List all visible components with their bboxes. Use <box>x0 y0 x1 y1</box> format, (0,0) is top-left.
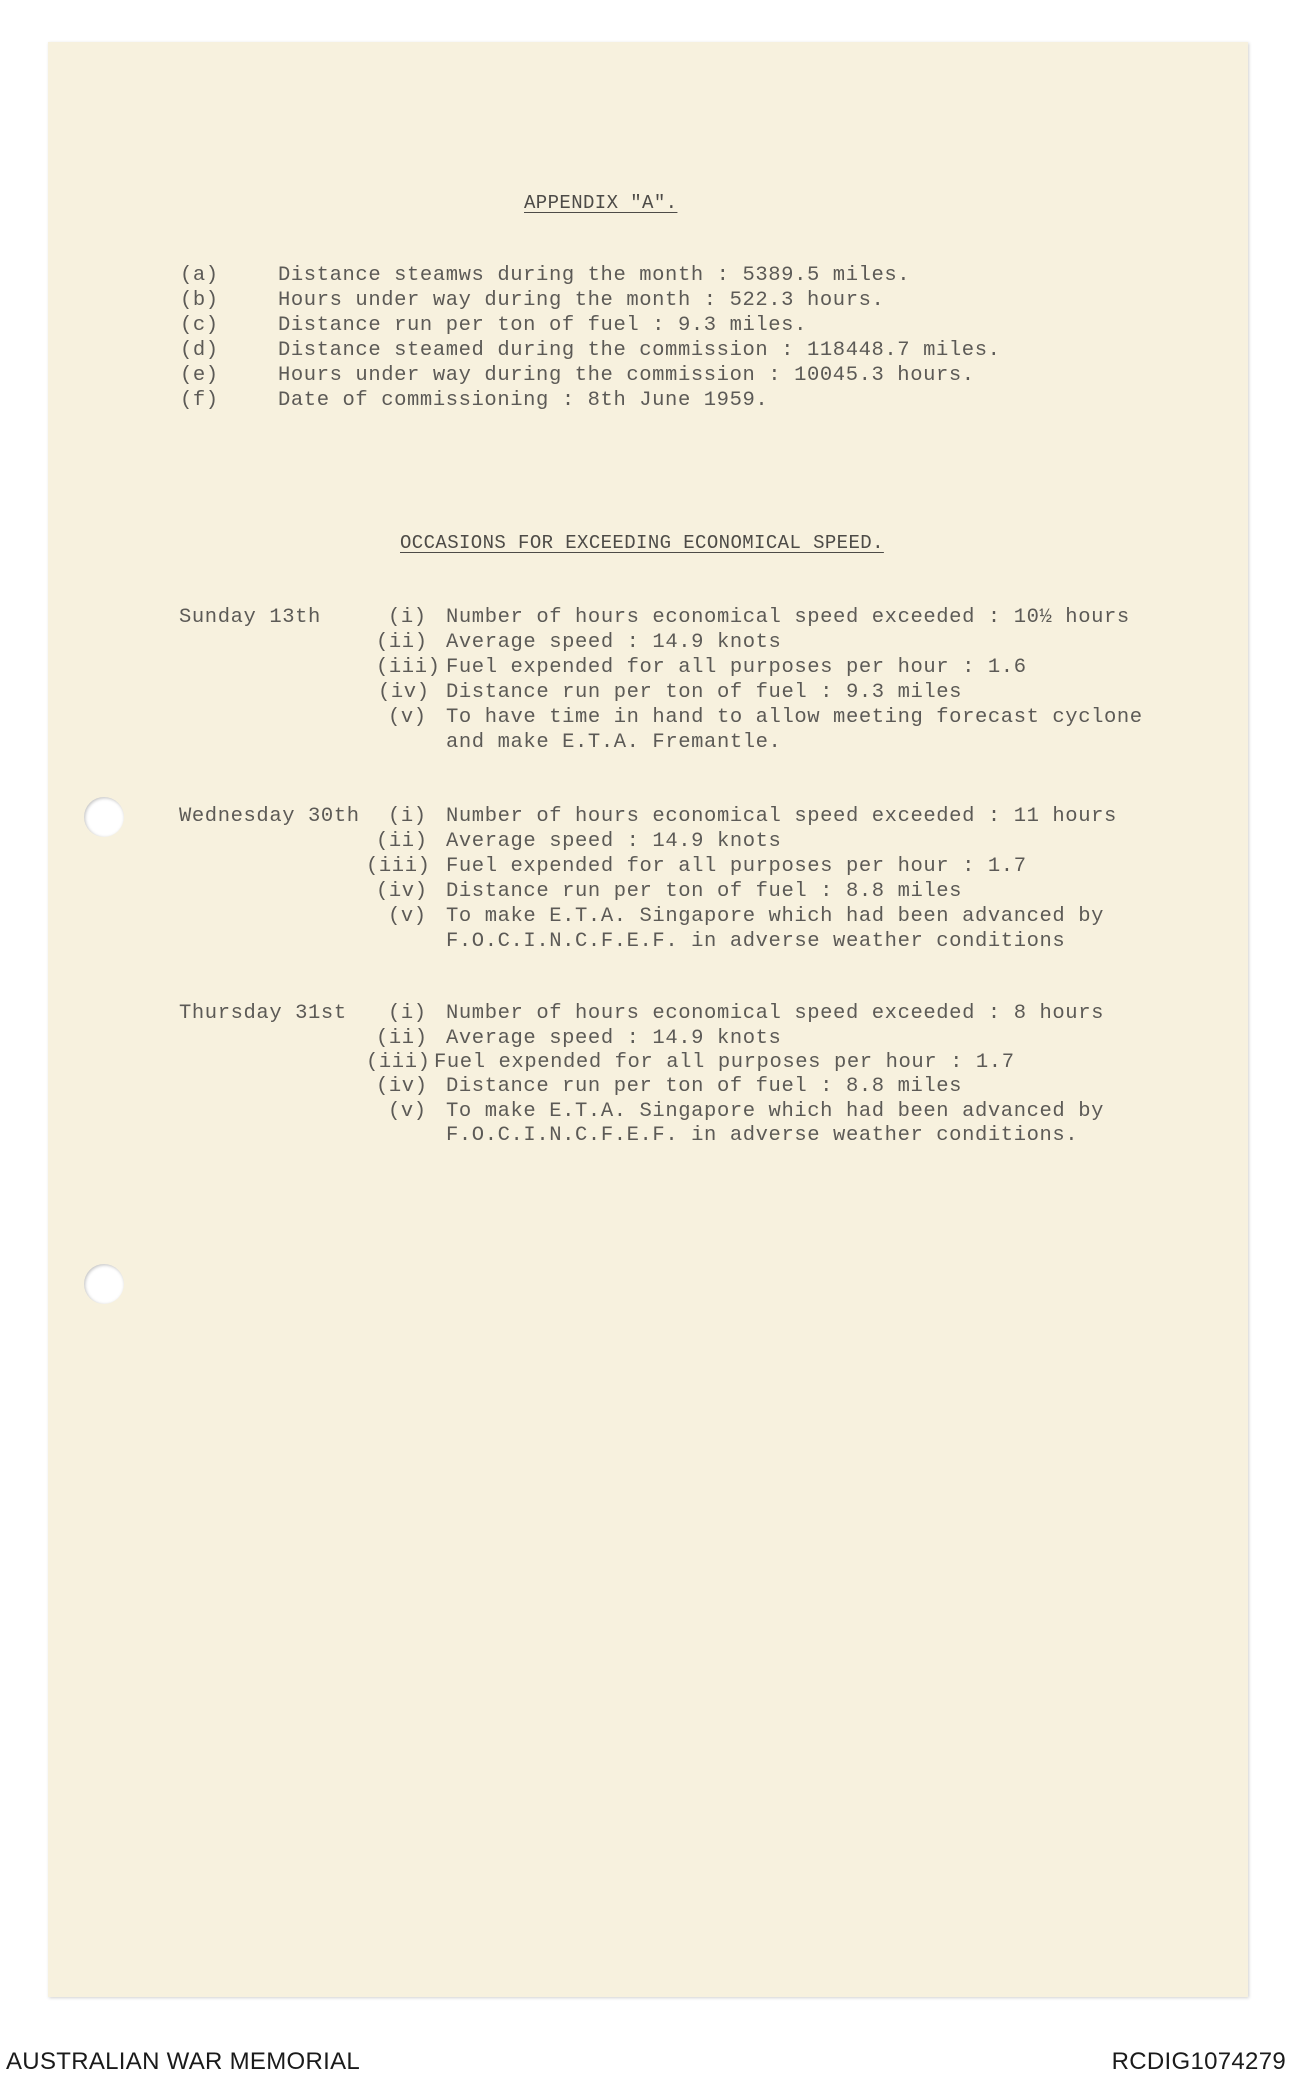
occasion-item-text: F.O.C.I.N.C.F.E.F. in adverse weather conditions. <box>446 1124 1079 1147</box>
section-heading: OCCASIONS FOR EXCEEDING ECONOMICAL SPEED. <box>400 532 884 554</box>
occasion-item-text: Distance run per ton of fuel : 8.8 miles <box>446 880 963 903</box>
summary-label: (f) <box>180 389 219 412</box>
summary-label: (c) <box>180 314 219 337</box>
occasion-item-label: (i) <box>388 1002 427 1025</box>
occasion-item-text: Distance run per ton of fuel : 8.8 miles <box>446 1075 963 1098</box>
summary-text: Date of commissioning : 8th June 1959. <box>278 389 769 412</box>
occasion-item-text: Average speed : 14.9 knots <box>446 830 782 853</box>
occasion-item-text: F.O.C.I.N.C.F.E.F. in adverse weather conditions <box>446 930 1066 953</box>
occasion-day: Thursday 31st <box>179 1002 347 1025</box>
occasion-item-text: Number of hours economical speed exceeded : 10½ hours <box>446 606 1130 629</box>
occasion-item-label: (ii) <box>376 631 428 654</box>
occasion-item-text: Fuel expended for all purposes per hour : 1.7 <box>446 855 1027 878</box>
occasion-item-text: and make E.T.A. Fremantle. <box>446 731 782 754</box>
punch-hole-bottom <box>84 1264 124 1304</box>
occasion-day: Sunday 13th <box>179 606 321 629</box>
footer-item-id: RCDIG1074279 <box>1111 2048 1286 2075</box>
summary-text: Distance run per ton of fuel : 9.3 miles. <box>278 314 807 337</box>
occasion-item-text: Number of hours economical speed exceeded : 8 hours <box>446 1002 1105 1025</box>
occasion-item-text: Distance run per ton of fuel : 9.3 miles <box>446 681 963 704</box>
punch-hole-top <box>84 797 124 837</box>
occasion-item-label: (ii) <box>376 1027 428 1050</box>
occasion-item-label: (v) <box>388 1100 427 1123</box>
occasion-item-text: To have time in hand to allow meeting forecast cyclone <box>446 706 1143 729</box>
summary-label: (d) <box>180 339 219 362</box>
occasion-item-label: (iii) <box>366 1051 431 1074</box>
occasion-item-label: (i) <box>388 805 427 828</box>
occasion-item-text: To make E.T.A. Singapore which had been advanced by <box>446 905 1105 928</box>
document-page <box>48 42 1248 1997</box>
occasion-item-label: (iv) <box>378 681 430 704</box>
occasion-item-label: (iii) <box>376 656 441 679</box>
occasion-item-label: (iv) <box>376 880 428 903</box>
occasion-item-text: Fuel expended for all purposes per hour : 1.6 <box>446 656 1027 679</box>
summary-text: Hours under way during the month : 522.3 hours. <box>278 289 885 312</box>
summary-text: Distance steamws during the month : 5389.5 miles. <box>278 264 911 287</box>
occasion-item-label: (ii) <box>376 830 428 853</box>
occasion-item-text: Fuel expended for all purposes per hour : 1.7 <box>434 1051 1015 1074</box>
summary-text: Distance steamed during the commission : 118448.7 miles. <box>278 339 1001 362</box>
occasion-item-text: Number of hours economical speed exceeded : 11 hours <box>446 805 1117 828</box>
occasion-item-label: (i) <box>388 606 427 629</box>
occasion-item-label: (iv) <box>376 1075 428 1098</box>
summary-text: Hours under way during the commission : 10045.3 hours. <box>278 364 975 387</box>
occasion-item-label: (v) <box>388 905 427 928</box>
occasion-item-label: (iii) <box>366 855 431 878</box>
appendix-heading: APPENDIX "A". <box>524 192 678 214</box>
summary-label: (e) <box>180 364 219 387</box>
occasion-item-text: Average speed : 14.9 knots <box>446 1027 782 1050</box>
occasion-item-text: To make E.T.A. Singapore which had been advanced by <box>446 1100 1105 1123</box>
occasion-item-label: (v) <box>388 706 427 729</box>
occasion-item-text: Average speed : 14.9 knots <box>446 631 782 654</box>
footer-archive-name: AUSTRALIAN WAR MEMORIAL <box>6 2048 361 2075</box>
summary-label: (a) <box>180 264 219 287</box>
occasion-day: Wednesday 30th <box>179 805 360 828</box>
summary-label: (b) <box>180 289 219 312</box>
